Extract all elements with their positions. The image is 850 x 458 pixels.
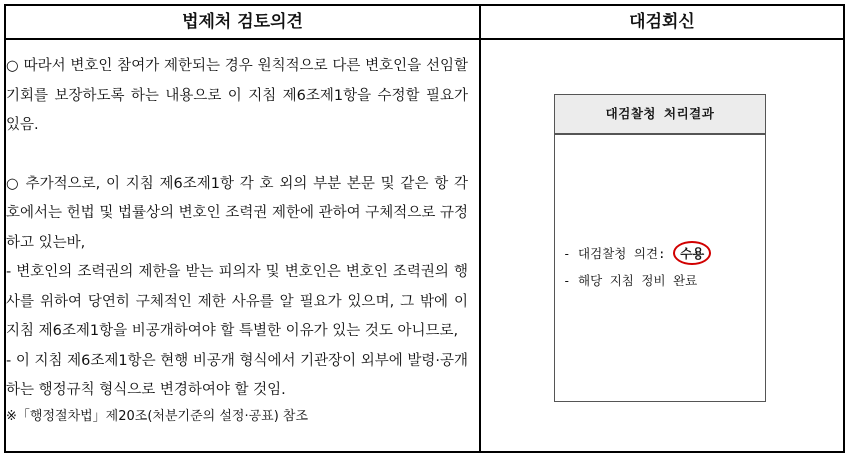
column-divider [479,6,481,451]
result-line-opinion [563,241,711,265]
result-box [554,94,766,402]
paragraph-2: ○ 추가적으로, 이 지침 제6조제1항 각 호 외의 부분 본문 및 같은 항 각 호에서는 헌법 및 법률상의 변호인 조력권 제한에 관하여 구체적으로 규정하고 있는바, [6,175,468,251]
accepted-circle-mark: 수용 [673,241,711,265]
header-prosecution-reply: 대검회신 [629,12,695,32]
paragraph-1: ○ 따라서 변호인 참여가 제한되는 경우 원칙적으로 다른 변호인을 선임할 기회를 보장하도록 하는 내용으로 이 지침 제6조제1항을 수정할 필요가 있음. [6,58,468,133]
paragraph-4: - 이 지침 제6조제1항은 현행 비공개 형식에서 기관장이 외부에 발령·공개하는 행정규칙 형식으로 변경하여야 할 것임. [6,352,468,398]
paragraph-spacer [6,141,468,170]
paragraph-3: - 변호인의 조력권의 제한을 받는 피의자 및 변호인은 변호인 조력권의 행사를 위하여 당연히 구체적인 제한 사유를 알 필요가 있으며, 그 밖에 이 지침 제6조제1항을 비공개하여야 할 특별한 이유가 있는 것도 아니므로, [6,264,468,339]
header-divider [6,38,843,40]
result-line-status: - 해당 지침 정비 완료 [563,273,698,288]
header-moleg-opinion: 법제처 검토의견 [182,12,303,32]
reference-note: ※「행정절차법」제20조(처분기준의 설정·공표) 참조 [6,408,309,424]
result-box-title: 대검찰청 처리결과 [555,95,765,135]
opinion-body [6,52,468,428]
result-line-opinion-label: - 대검찰청 의견: [563,246,674,261]
